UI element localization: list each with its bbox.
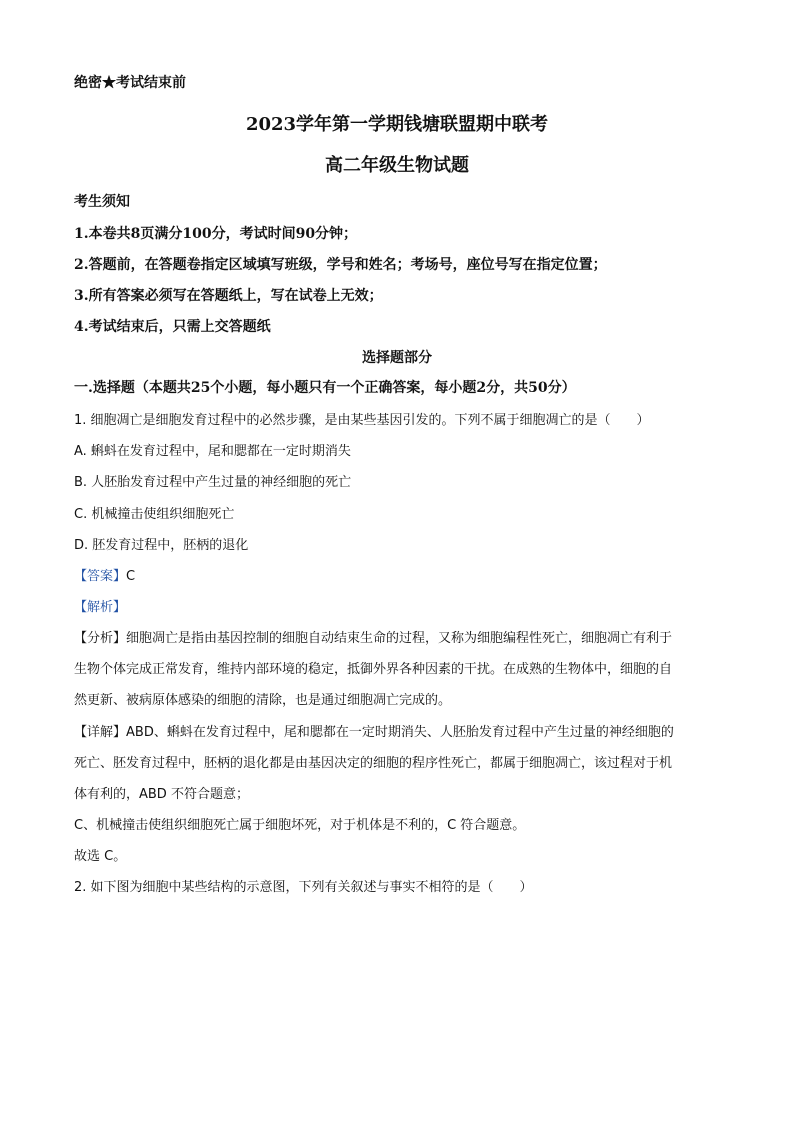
section-heading: 一.选择题（本题共25个小题，每小题只有一个正确答案，每小题2分，共50分）	[74, 380, 576, 396]
detail-tag: 【详解】	[74, 725, 127, 740]
q1-option-d: D. 胚发育过程中，胚柄的退化	[74, 538, 249, 553]
notice-heading: 考生须知	[74, 194, 130, 210]
notice-item-4: 4.考试结束后，只需上交答题纸	[74, 319, 271, 335]
detail-line-4: C、机械撞击使组织细胞死亡属于细胞坏死，对于机体是不利的，C 符合题意。	[74, 818, 526, 833]
q2-stem: 2. 如下图为细胞中某些结构的示意图，下列有关叙述与事实不相符的是（ ）	[74, 880, 533, 895]
confidential-mark: 绝密★考试结束前	[74, 75, 186, 91]
analysis-text-1: 细胞凋亡是指由基因控制的细胞自动结束生命的过程，又称为细胞编程性死亡，细胞凋亡有利于	[126, 631, 673, 646]
q1-option-a: A. 蝌蚪在发育过程中，尾和腮都在一定时期消失	[74, 444, 351, 459]
notice-item-1: 1.本卷共8页满分100分，考试时间90分钟；	[74, 226, 358, 242]
detail-line-1	[74, 724, 674, 742]
q1-answer	[74, 568, 135, 586]
notice-item-2: 2.答题前，在答题卷指定区域填写班级，学号和姓名；考场号，座位号写在指定位置；	[74, 257, 607, 273]
q1-option-c: C. 机械撞击使组织细胞死亡	[74, 507, 235, 522]
analysis-line-3: 然更新、被病原体感染的细胞的清除，也是通过细胞凋亡完成的。	[74, 693, 452, 708]
analysis-line-1	[74, 630, 672, 648]
detail-line-3: 体有利的，ABD 不符合题意；	[74, 787, 249, 802]
notice-item-3: 3.所有答案必须写在答题纸上，写在试卷上无效；	[74, 288, 383, 304]
exam-title: 2023学年第一学期钱塘联盟期中联考	[245, 114, 549, 135]
detail-text-1: ABD、蝌蚪在发育过程中，尾和腮都在一定时期消失、人胚胎发育过程中产生过量的神经细胞的	[126, 725, 674, 740]
analysis-line-2: 生物个体完成正常发育，维持内部环境的稳定，抵御外界各种因素的干扰。在成熟的生物体中，细胞的自	[74, 662, 673, 677]
detail-line-2: 死亡、胚发育过程中，胚柄的退化都是由基因决定的细胞的程序性死亡，都属于细胞凋亡，该过程对于机	[74, 756, 673, 771]
q1-stem: 1. 细胞凋亡是细胞发育过程中的必然步骤，是由某些基因引发的。下列不属于细胞凋亡的是（ ）	[74, 413, 650, 428]
detail-line-5: 故选 C。	[74, 849, 127, 864]
section-part-title: 选择题部分	[362, 350, 432, 366]
q1-option-b: B. 人胚胎发育过程中产生过量的神经细胞的死亡	[74, 475, 352, 490]
answer-label: 【答案】	[74, 569, 127, 584]
analysis-label: 【解析】	[74, 600, 127, 615]
analysis-tag: 【分析】	[74, 631, 127, 646]
exam-subtitle: 高二年级生物试题	[325, 155, 469, 176]
answer-value: C	[126, 569, 136, 584]
